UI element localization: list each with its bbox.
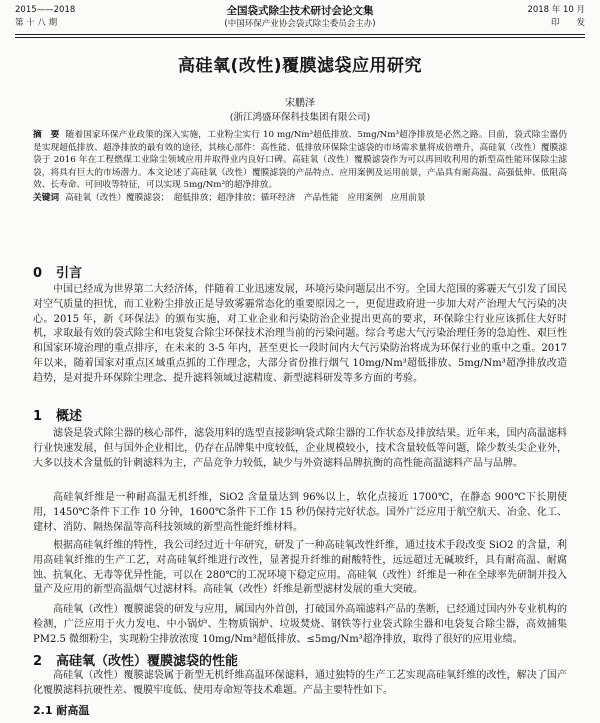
proceedings-organizer: (中国环保产业协会袋式除尘委员会主办) [224,19,376,29]
abstract-text: 随着国家环保产业政策的深入实施，工业粉尘实行 10 mg/Nm³超低排放、5mg/Nm³超净排放是必然之路。目前，袋式除尘器仍是实现超低排放、超净排放的最有效的途径，其核心部件：高性能、低排放环保除尘滤袋的市场需求量将成倍增升，高硅氧（改性）覆膜滤袋于 2016 年在工程燃煤工业除尘领域应用并取得业内良好口碑。高硅氧（改性）覆膜滤袋作为可以再回收利用的新型高性能环保除尘滤袋，将具有巨大的市场潜力。本文论述了高硅氧（改性）覆膜滤袋的产品特点、应用案例及运用前景，产品具有耐高温、高强低伸、低阻高效、长寿命、可回收等特征，可以实现 5mg/Nm³的超净排放。 [33,130,567,191]
header-rule-thin [15,37,585,38]
author-affiliation: (浙江鸿盛环保科技集团有限公司) [229,112,371,123]
keywords-text: 高硅氧（改性）覆膜滤袋； 超低排放；超净排放；循环经济 产品性能 应用案例 应用前景 [65,192,426,203]
keywords [33,192,567,205]
overview-paragraph-1: 滤袋是袋式除尘器的核心部件，滤袋用料的选型直接影响袋式除尘器的工作状态及排放结果。近年来，国内高温滤料行业快速发展，但与国外企业相比，仍存在品牌集中度较低，企业规模较小，技术含量较低等问题，除少数头尖企业外，大多以技术含量低的针刺滤料为主，产品竞争力较低，缺少与外资滤料品牌抗衡的高性能高温滤料产品与品牌。 [33,428,567,469]
keywords-label: 关键词 [33,192,60,203]
header-left [15,4,75,30]
subsection-heading: 2.1 耐高温 [33,704,90,717]
section-title: 引言 [56,266,83,281]
section-number: 0 [33,266,43,281]
header-issue: 第 十 八 期 [15,18,58,28]
running-header [15,4,585,48]
section-heading-performance [33,650,238,669]
section-title: 高硅氧（改性）覆膜滤袋的性能 [56,654,239,669]
header-date: 2018 年 10 月 [527,5,585,15]
abstract-label: 摘 要 [33,130,60,140]
header-printed: 印 发 [550,18,585,28]
author-name: 宋鹏泽 [285,98,315,109]
proceedings-title: 全国袋式除尘技术研讨会论文集 [226,5,374,17]
section-heading-intro [33,262,82,281]
section-number: 1 [33,409,43,424]
intro-paragraph: 中国已经成为世界第二大经济体，伴随着工业迅速发展，环境污染问题层出不穷。全国大范围的雾霾天气引发了国民对空气质量的担忧，而工业粉尘排放正是导致雾霾常态化的重要原因之一，更促进政府进一步加大对产治理大气污染的决心。2015 年，新《环保法》的颁布实施，对工业企业和污染防治企业提出更高的要求，环保除尘行业应该抓住大好时机，求取最有效的袋式除尘和电袋复合除尘环保技术治理当前的污染问题。综合考虑大气污染治理任务的急迫性、艰巨性和国家环境治理的重点排序，在未来的 3-5 年内，甚至更长一段时间内大气污染防治将成为环保行业的重中之重。2017 年以来，随着国家对重点区域重点抓的工作理念，大部分省份推行烟气 10mg/Nm³超低排放、5mg/Nm³超净排放改造趋势，是对提升环保除尘理念、提升滤料领域过滤精度、新型滤料研发等多方面的考验。 [33,284,567,384]
abstract [33,129,567,192]
header-rule-thick [15,34,585,35]
overview-paragraph-3: 根据高硅氧纤维的特性，我公司经过近十年研究，研发了一种高硅氧改性纤维，通过技术手段改变 SiO2 的含量，利用高硅氧纤维的生产工艺，对高硅氧纤维进行改性，显著提升纤维的耐酸特性，远远超过无碱玻纤，具有耐高温、耐腐蚀、抗氧化、无毒等优异性能，可以在 280℃的工况环境下稳定应用。高硅氧（改性）纤维是一种在全球率先研制并投入量产及应用的新型高温烟气过滤材料。高硅氧（改性）纤维是新型滤材发展的重大突破。 [33,540,567,596]
performance-paragraph-1: 高硅氧（改性）覆膜滤袋属于新型无机纤维高温环保滤料，通过独特的生产工艺实现高硅氧纤维的改性，解决了国产化覆膜滤料抗硬性差、覆膜牢度低、使用寿命短等技术难题。产品主要特性如下。 [33,670,567,696]
overview-paragraph-2: 高硅氧纤维是一种耐高温无机纤维，SiO2 含量量达到 96%以上，软化点接近 1700℃，在静态 900℃下长期使用，1450℃条件下工作 10 分钟，1600℃条件下工作 15 秒仍保持完好状态。国外广泛应用于航空航天、冶金、化工、建材、消防、隔热保温等高科技领域的新型高性能纤维材料。 [33,492,567,533]
paper-title: 高硅氧(改性)覆膜滤袋应用研究 [177,56,423,76]
section-heading-overview [33,405,82,424]
header-years: 2015——2018 [15,5,76,15]
section-number: 2 [33,654,43,669]
abstract-block [33,129,567,205]
header-right [527,4,585,30]
section-title: 概述 [56,409,83,424]
header-center [115,4,485,31]
overview-paragraph-4: 高硅氧（改性）覆膜滤袋的研发与应用，属国内外首创，打破国外高端滤料产品的垄断，已经通过国内外专业机构的检测，广泛应用于火力发电、中小锅炉、生物质锅炉、垃圾焚烧、钢铁等行业袋式除尘器和电袋复合除尘器，高效捕集 PM2.5 微细粉尘，实现粉尘排放浓度 10mg/Nm³超低排放、≤5mg/Nm³超净排放，取得了很好的应用业绩。 [33,604,567,645]
